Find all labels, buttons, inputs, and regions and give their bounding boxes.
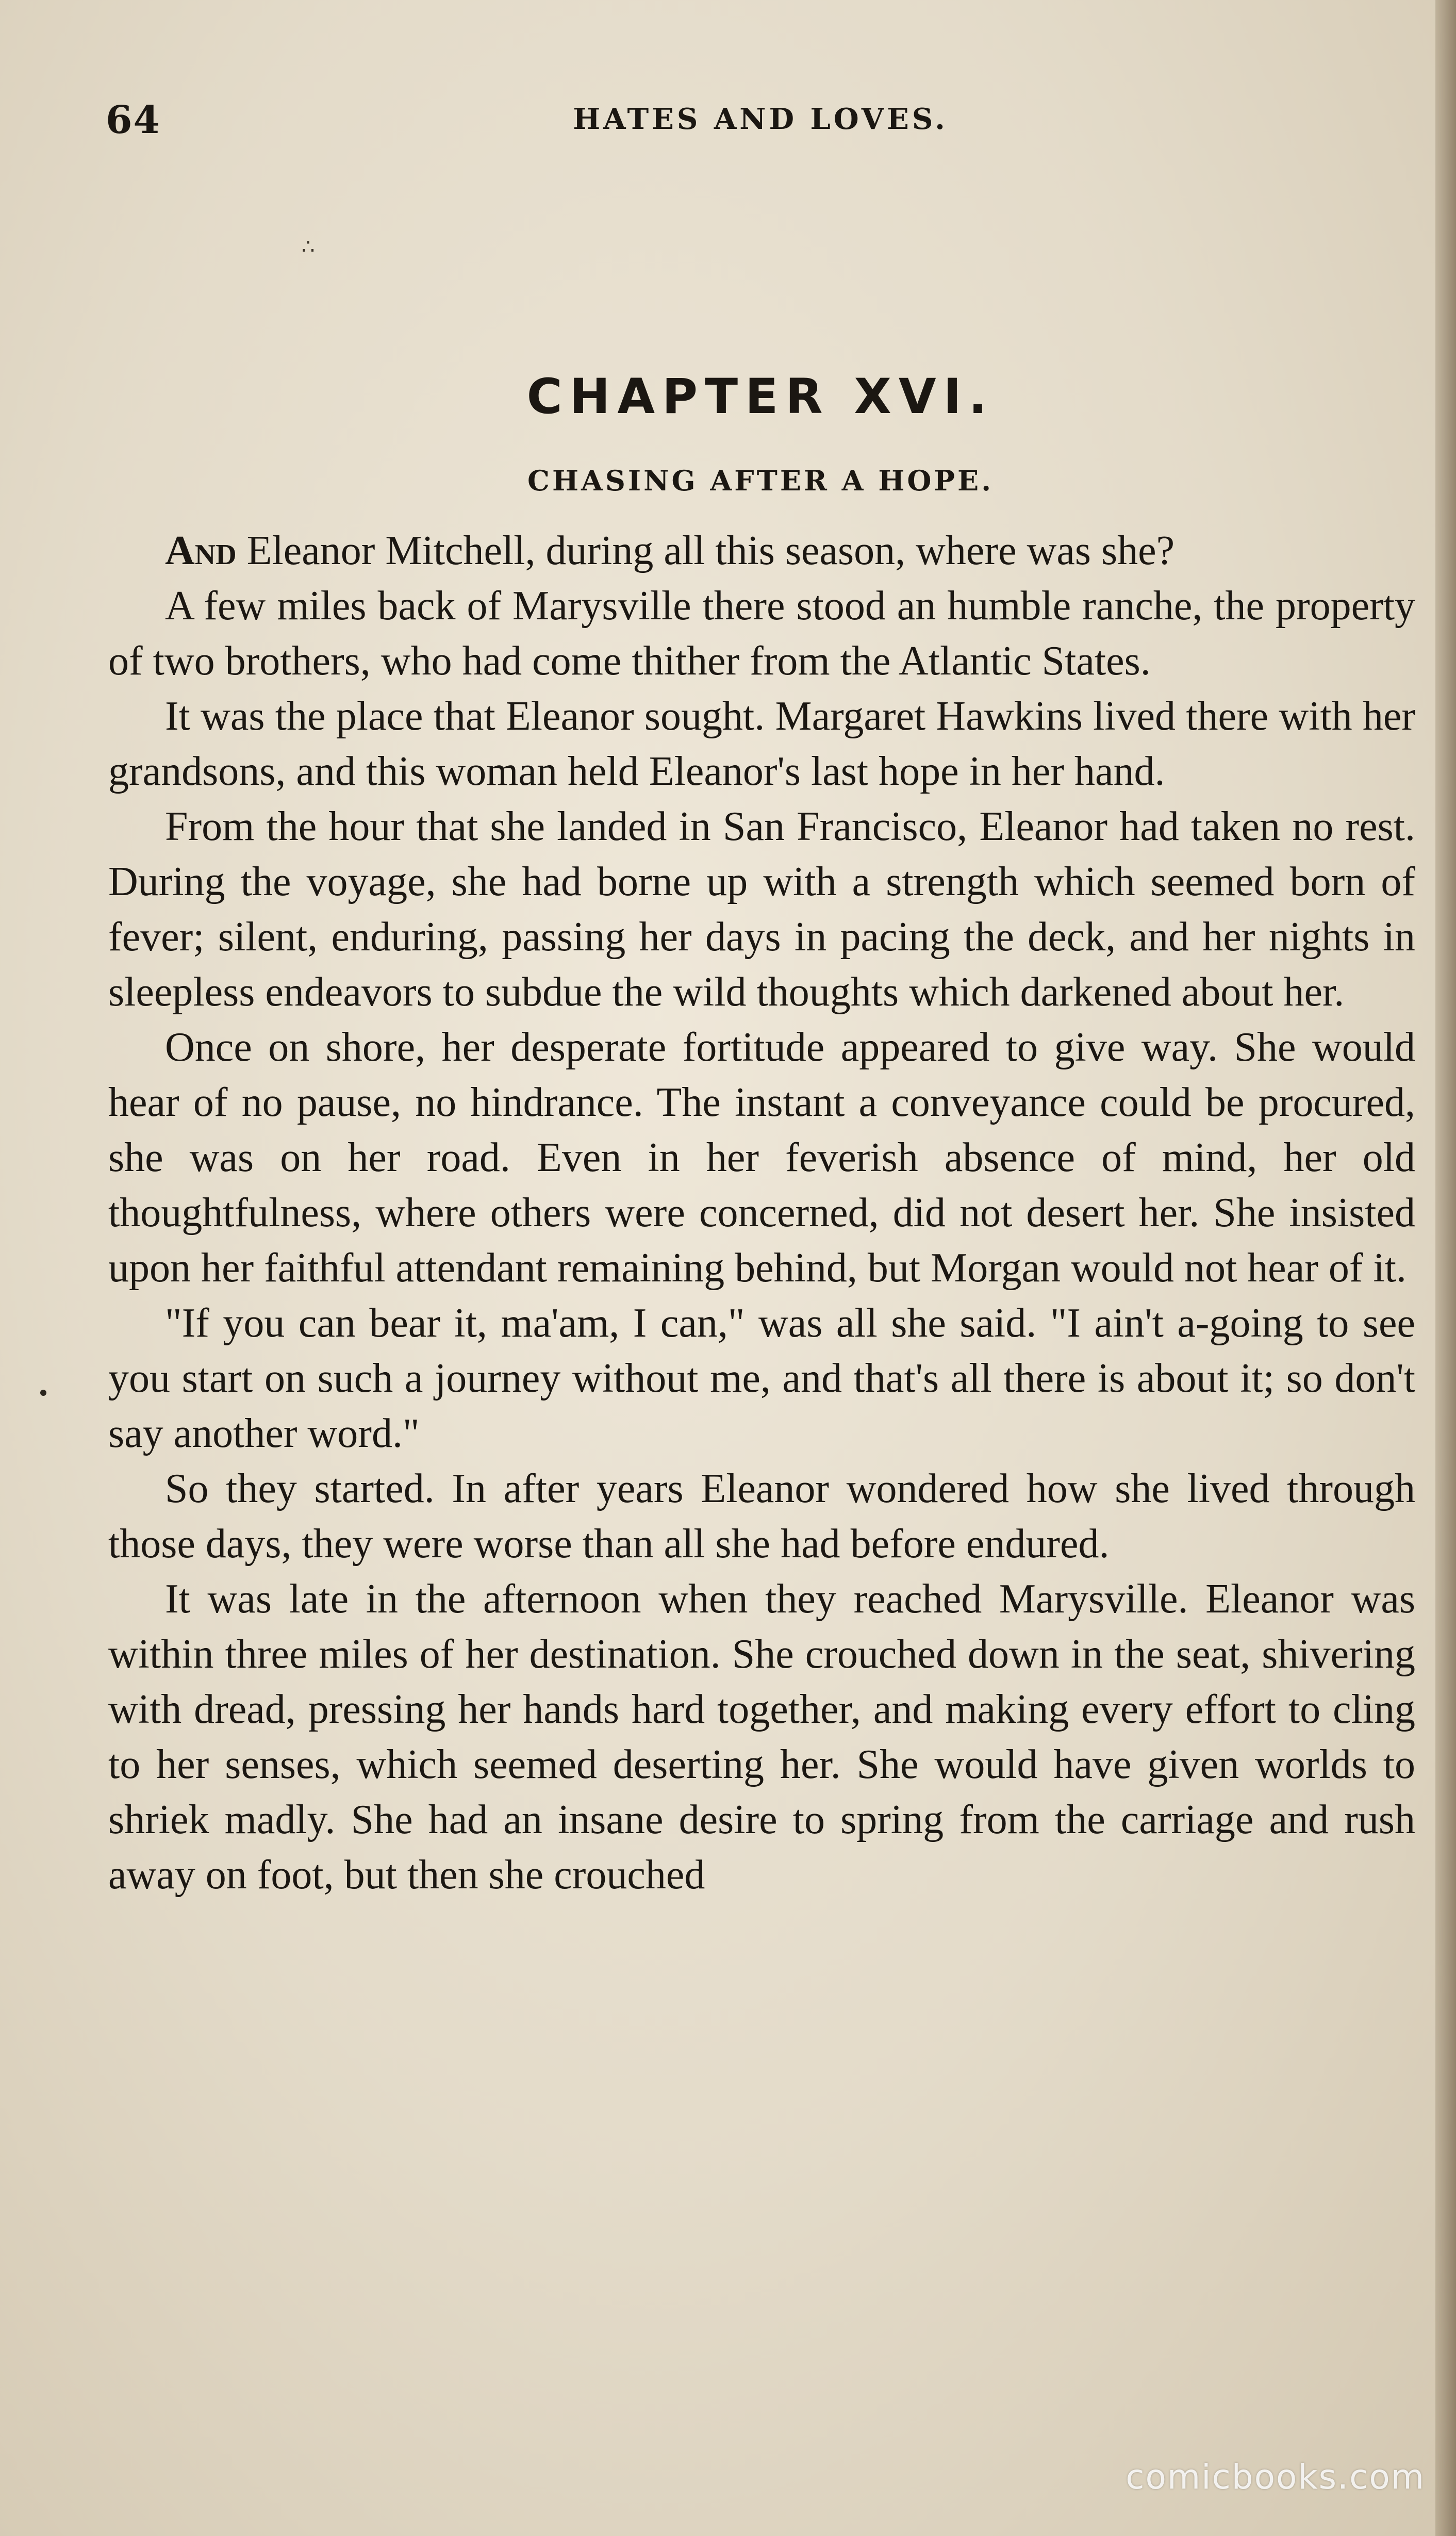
paragraph: "If you can bear it, ma'am, I can," was all she said. "I ain't a-going to see you start on such a journey without me, and that's all there is about it; so don't say another word." (108, 1300, 1415, 1456)
body-text (108, 523, 1415, 1903)
running-head (106, 98, 1415, 144)
paragraph-text: Eleanor Mitchell, during all this season, where was she? (236, 528, 1175, 573)
paragraph: From the hour that she landed in San Francisco, Eleanor had taken no rest. During the voyage, she had borne up with a strength which seemed born of fever; silent, enduring, passing her days in pacing the deck, and her nights in sleepless endeavors to subdue the wild thoughts which darkened about her. (108, 804, 1415, 1015)
margin-mark (40, 1390, 46, 1396)
paragraph-lead-word: And (165, 528, 237, 573)
running-title: HATES AND LOVES. (573, 102, 948, 136)
chapter-title: CHAPTER XVI. (526, 369, 995, 425)
paragraph: Once on shore, her desperate fortitude appeared to give way. She would hear of no pause, no hindrance. The instant a conveyance could be procured, she was on her road. Even in her feverish absence of mind, her old thoughtfulness, where others were concerned, did not desert her. She insisted upon her faithful attendant remaining behind, but Morgan would not hear of it. (108, 1025, 1415, 1291)
page-edge-shadow (1435, 0, 1456, 2536)
paragraph: It was the place that Eleanor sought. Margaret Hawkins lived there with her grandsons, and this woman held Eleanor's last hope in her hand. (108, 694, 1415, 794)
watermark: comicbooks.com (1126, 2457, 1425, 2497)
paragraph: It was late in the afternoon when they reached Marysville. Eleanor was within three miles of her destination. She crouched down in the seat, shivering with dread, pressing her hands hard together, and making every effort to cling to her senses, which seemed deserting her. She would have given worlds to shriek madly. She had an insane desire to spring from the carriage and rush away on foot, but then she crouched (108, 1576, 1415, 1898)
ink-blot-ornament: ∴ (302, 235, 315, 258)
paragraph: A few miles back of Marysville there stood an humble ranche, the property of two brothers, who had come thither from the Atlantic States. (108, 583, 1415, 684)
paragraph: So they started. In after years Eleanor wondered how she lived through those days, they were worse than all she had before endured. (108, 1466, 1415, 1567)
paragraph (108, 523, 1415, 579)
page-number: 64 (106, 98, 161, 142)
chapter-subtitle: CHASING AFTER A HOPE. (527, 464, 994, 497)
